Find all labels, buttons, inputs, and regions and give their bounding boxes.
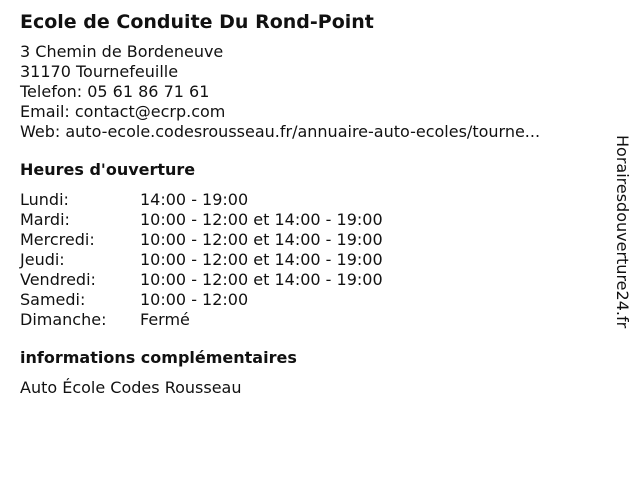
hours-time: Fermé [140, 310, 190, 329]
hours-day: Dimanche: [20, 310, 107, 329]
hours-day: Jeudi: [20, 250, 65, 269]
hours-row [20, 290, 600, 310]
hours-day: Lundi: [20, 190, 69, 209]
extra-info-heading: informations complémentaires [20, 348, 297, 367]
hours-row [20, 210, 600, 230]
web-line: Web: auto-ecole.codesrousseau.fr/annuaire-auto-ecoles/tourne... [20, 122, 541, 141]
hours-table [20, 190, 600, 330]
address-city: 31170 Tournefeuille [20, 62, 179, 81]
hours-day: Mercredi: [20, 230, 95, 249]
hours-heading: Heures d'ouverture [20, 160, 196, 179]
hours-time: 10:00 - 12:00 [140, 290, 249, 309]
hours-day: Vendredi: [20, 270, 96, 289]
email-line: Email: contact@ecrp.com [20, 102, 226, 121]
hours-time: 14:00 - 19:00 [140, 190, 249, 209]
extra-info-text: Auto École Codes Rousseau [20, 378, 242, 397]
brand-watermark-text: Horairesdouverture24.fr [613, 135, 632, 329]
phone-line: Telefon: 05 61 86 71 61 [20, 82, 210, 101]
hours-time: 10:00 - 12:00 et 14:00 - 19:00 [140, 230, 383, 249]
hours-row [20, 230, 600, 250]
hours-day: Samedi: [20, 290, 86, 309]
hours-time: 10:00 - 12:00 et 14:00 - 19:00 [140, 210, 383, 229]
hours-row [20, 190, 600, 210]
hours-row [20, 310, 600, 330]
brand-watermark [612, 135, 632, 375]
business-card [20, 10, 600, 398]
hours-row [20, 270, 600, 290]
address-block [20, 42, 600, 142]
hours-row [20, 250, 600, 270]
address-street: 3 Chemin de Bordeneuve [20, 42, 224, 61]
hours-time: 10:00 - 12:00 et 14:00 - 19:00 [140, 250, 383, 269]
business-name: Ecole de Conduite Du Rond-Point [20, 11, 374, 33]
hours-time: 10:00 - 12:00 et 14:00 - 19:00 [140, 270, 383, 289]
hours-day: Mardi: [20, 210, 70, 229]
